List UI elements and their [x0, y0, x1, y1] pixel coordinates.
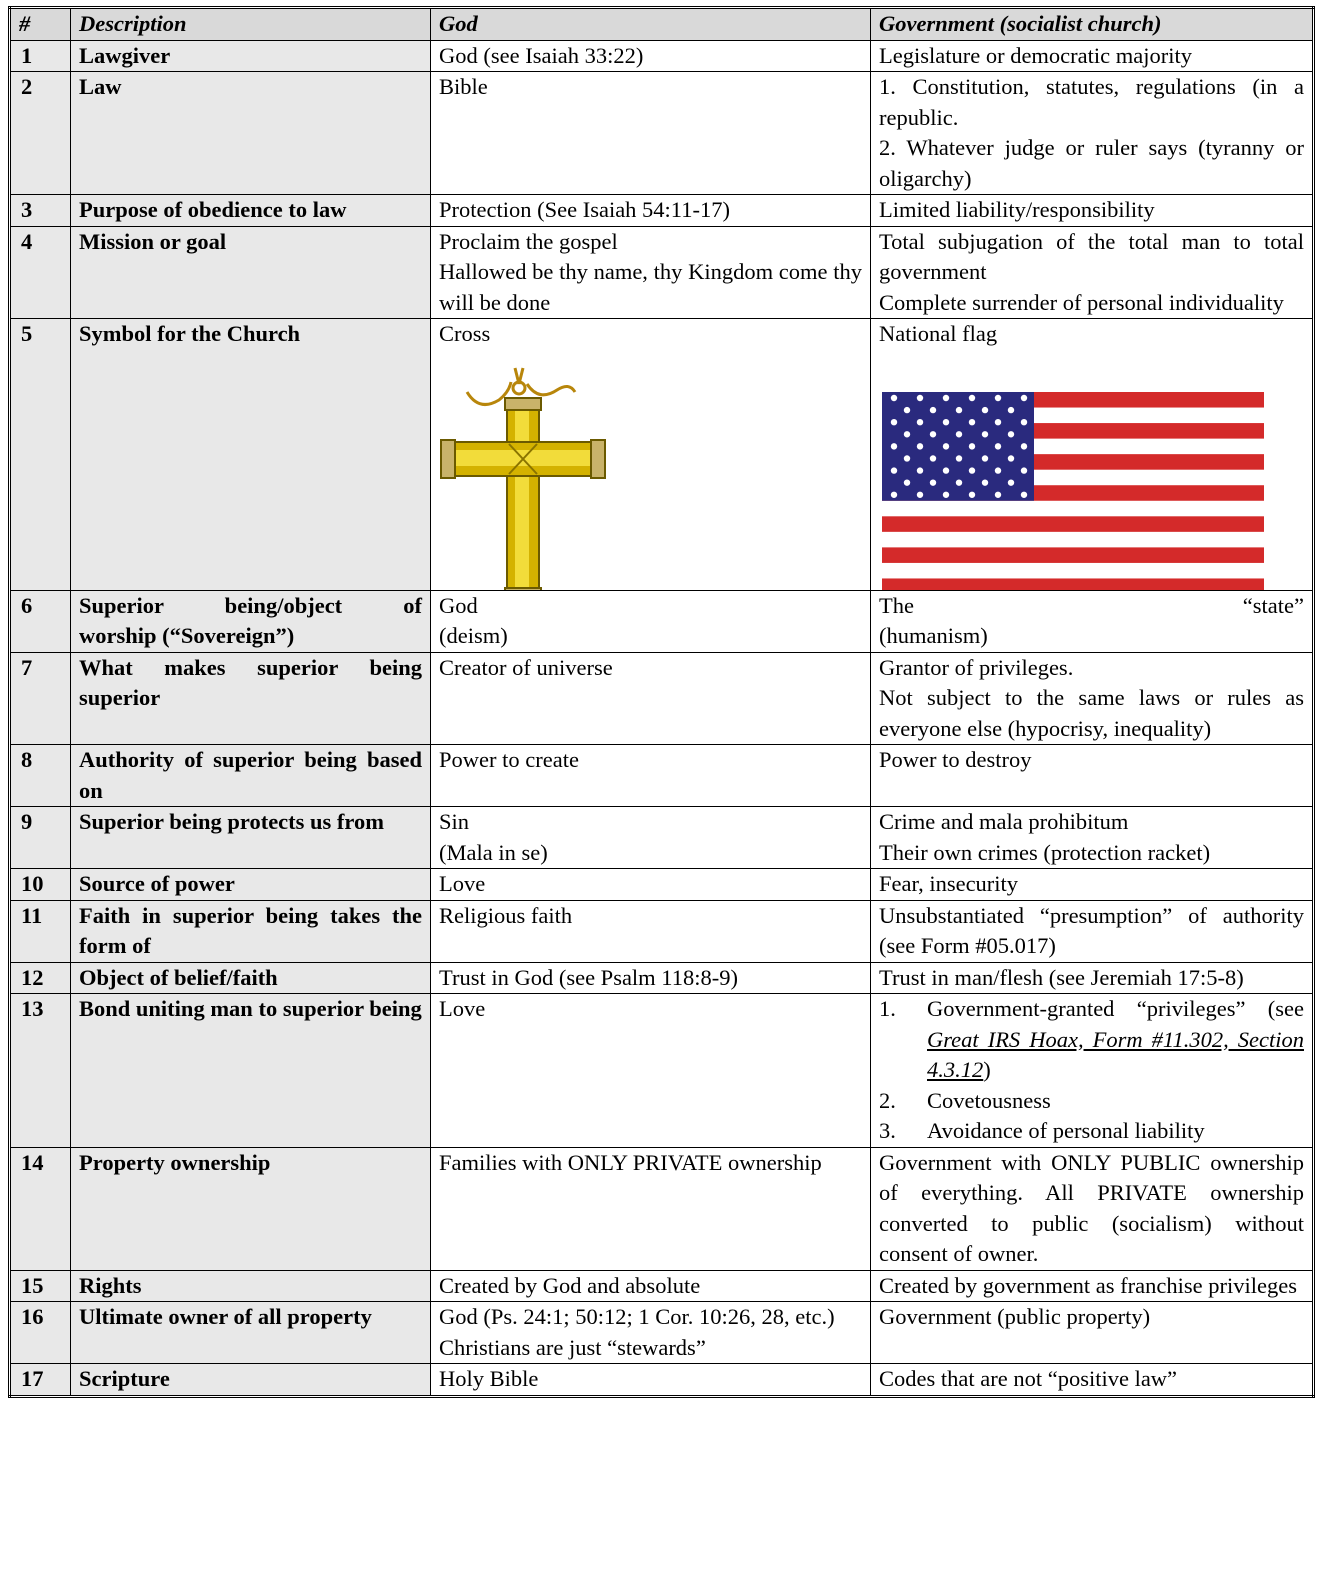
list-text: Covetousness: [927, 1087, 1051, 1113]
row-god: Love: [431, 869, 871, 901]
row-government: Government with ONLY PUBLIC ownership of everything. All PRIVATE ownership converted to public (socialism) without consent of owner.: [871, 1147, 1314, 1270]
row-number: 6: [10, 590, 71, 652]
list-item: [879, 994, 1304, 1086]
row-government: [871, 590, 1314, 652]
row-number: 17: [10, 1364, 71, 1397]
table-row: [10, 745, 1314, 807]
row-god: God (see Isaiah 33:22): [431, 40, 871, 72]
row-god: Created by God and absolute: [431, 1270, 871, 1302]
row-god: [431, 226, 871, 319]
row-number: 15: [10, 1270, 71, 1302]
row-description: Ultimate owner of all property: [71, 1302, 431, 1364]
table-row: [10, 226, 1314, 319]
row-god: [431, 590, 871, 652]
row-god: Creator of universe: [431, 652, 871, 745]
row-god: Power to create: [431, 745, 871, 807]
cross-icon: [439, 362, 609, 591]
table-row: [10, 1147, 1314, 1270]
row-god: Families with ONLY PRIVATE ownership: [431, 1147, 871, 1270]
row-number: 5: [10, 319, 71, 591]
row-description: Object of belief/faith: [71, 962, 431, 994]
row-number: 14: [10, 1147, 71, 1270]
table-row: [10, 652, 1314, 745]
row-description: Superior being protects us from: [71, 807, 431, 869]
list-number: 1.: [879, 996, 896, 1021]
row-god: [431, 319, 871, 591]
row-government: [871, 807, 1314, 869]
row-government: Fear, insecurity: [871, 869, 1314, 901]
row-government: Government (public property): [871, 1302, 1314, 1364]
row-god: Protection (See Isaiah 54:11-17): [431, 195, 871, 227]
gov-line: Crime and mala prohibitum: [879, 809, 1129, 834]
list-text: ): [983, 1057, 991, 1082]
row-number: 9: [10, 807, 71, 869]
row-government: Power to destroy: [871, 745, 1314, 807]
gov-line: 1. Constitution, statutes, regulations (in a republic.: [879, 74, 1304, 130]
row-description: Lawgiver: [71, 40, 431, 72]
table-row: [10, 1302, 1314, 1364]
row-number: 2: [10, 72, 71, 195]
reference-link[interactable]: Great IRS Hoax, Form #11.302, Section 4.3.12: [927, 1026, 1304, 1082]
header-god: God: [431, 8, 871, 41]
god-line: (deism): [439, 623, 508, 648]
row-number: 12: [10, 962, 71, 994]
row-number: 11: [10, 900, 71, 962]
us-flag-icon: [882, 392, 1264, 591]
flag-image: [879, 350, 1304, 590]
row-description: Source of power: [71, 869, 431, 901]
row-god: Trust in God (see Psalm 118:8-9): [431, 962, 871, 994]
row-government: [871, 72, 1314, 195]
gov-line: (humanism): [879, 623, 988, 648]
row-number: 3: [10, 195, 71, 227]
table-row: [10, 869, 1314, 901]
row-description: [71, 590, 431, 652]
gov-line: 2. Whatever judge or ruler says (tyranny or oligarchy): [879, 135, 1304, 191]
table-row: [10, 994, 1314, 1148]
gov-line: Total subjugation of the total man to total government: [879, 228, 1304, 284]
row-number: 16: [10, 1302, 71, 1364]
row-number: 10: [10, 869, 71, 901]
row-number: 13: [10, 994, 71, 1148]
row-description: Law: [71, 72, 431, 195]
desc-line: Superior being/object of: [79, 592, 422, 618]
row-government: Limited liability/responsibility: [871, 195, 1314, 227]
table-row: [10, 900, 1314, 962]
row-government: Legislature or democratic majority: [871, 40, 1314, 72]
table-row: [10, 72, 1314, 195]
row-government: [871, 994, 1314, 1148]
list-text: Government-granted “privileges” (see: [927, 996, 1304, 1021]
god-line: Christians are just “stewards”: [439, 1334, 706, 1360]
god-line: Sin: [439, 809, 470, 834]
row-description: Scripture: [71, 1364, 431, 1397]
god-line: (Mala in se): [439, 839, 548, 865]
gov-line: Their own crimes (protection racket): [879, 839, 1211, 865]
row-description: Symbol for the Church: [71, 319, 431, 591]
comparison-table: [8, 6, 1315, 1398]
list-item: [879, 1086, 1304, 1117]
table-row: [10, 195, 1314, 227]
gov-line: Complete surrender of personal individuality: [879, 289, 1284, 315]
row-description: Rights: [71, 1270, 431, 1302]
gov-line: Grantor of privileges.: [879, 654, 1074, 680]
row-government: Unsubstantiated “presumption” of authority (see Form #05.017): [871, 900, 1314, 962]
gov-line: Not subject to the same laws or rules as everyone else (hypocrisy, inequality): [879, 685, 1304, 741]
god-line: God: [439, 592, 478, 618]
god-line: Hallowed be thy name, thy Kingdom come thy will be done: [439, 259, 862, 315]
row-number: 1: [10, 40, 71, 72]
desc-line: worship (“Sovereign”): [79, 623, 295, 648]
row-god: [431, 807, 871, 869]
row-description: Authority of superior being based on: [71, 745, 431, 807]
table-row: [10, 590, 1314, 652]
god-line: Proclaim the gospel: [439, 228, 618, 254]
row-government: Codes that are not “positive law”: [871, 1364, 1314, 1397]
table-row: [10, 1364, 1314, 1397]
row-god: [431, 1302, 871, 1364]
row-description: Faith in superior being takes the form of: [71, 900, 431, 962]
table-row: [10, 962, 1314, 994]
table-row: [10, 40, 1314, 72]
row-description: Purpose of obedience to law: [71, 195, 431, 227]
row-government: Created by government as franchise privileges: [871, 1270, 1314, 1302]
list-number: 2.: [879, 1087, 896, 1113]
row-god: Religious faith: [431, 900, 871, 962]
row-government: [871, 652, 1314, 745]
gov-line: The “state”: [879, 592, 1304, 618]
list-text: Avoidance of personal liability: [927, 1118, 1205, 1143]
row-description: Mission or goal: [71, 226, 431, 319]
row-description: What makes superior being superior: [71, 652, 431, 745]
row-god: Bible: [431, 72, 871, 195]
row-god: Love: [431, 994, 871, 1148]
table-row: [10, 807, 1314, 869]
header-government: Government (socialist church): [871, 8, 1314, 41]
gov-line: National flag: [879, 321, 998, 346]
row-government: Trust in man/flesh (see Jeremiah 17:5-8): [871, 962, 1314, 994]
row-description: Property ownership: [71, 1147, 431, 1270]
row-god: Holy Bible: [431, 1364, 871, 1397]
table-row: [10, 1270, 1314, 1302]
row-number: 7: [10, 652, 71, 745]
list-number: 3.: [879, 1118, 896, 1143]
header-description: Description: [71, 8, 431, 41]
row-number: 8: [10, 745, 71, 807]
god-line: God (Ps. 24:1; 50:12; 1 Cor. 10:26, 28, etc.): [439, 1304, 835, 1329]
god-line: Cross: [439, 321, 491, 346]
list-item: [879, 1116, 1304, 1147]
cross-image: [439, 350, 862, 590]
header-row: [10, 8, 1314, 41]
gov-list: [879, 994, 1304, 1147]
row-government: [871, 319, 1314, 591]
row-government: [871, 226, 1314, 319]
row-description: Bond uniting man to superior being: [71, 994, 431, 1148]
table-row: [10, 319, 1314, 591]
row-number: 4: [10, 226, 71, 319]
header-number: #: [10, 8, 71, 41]
